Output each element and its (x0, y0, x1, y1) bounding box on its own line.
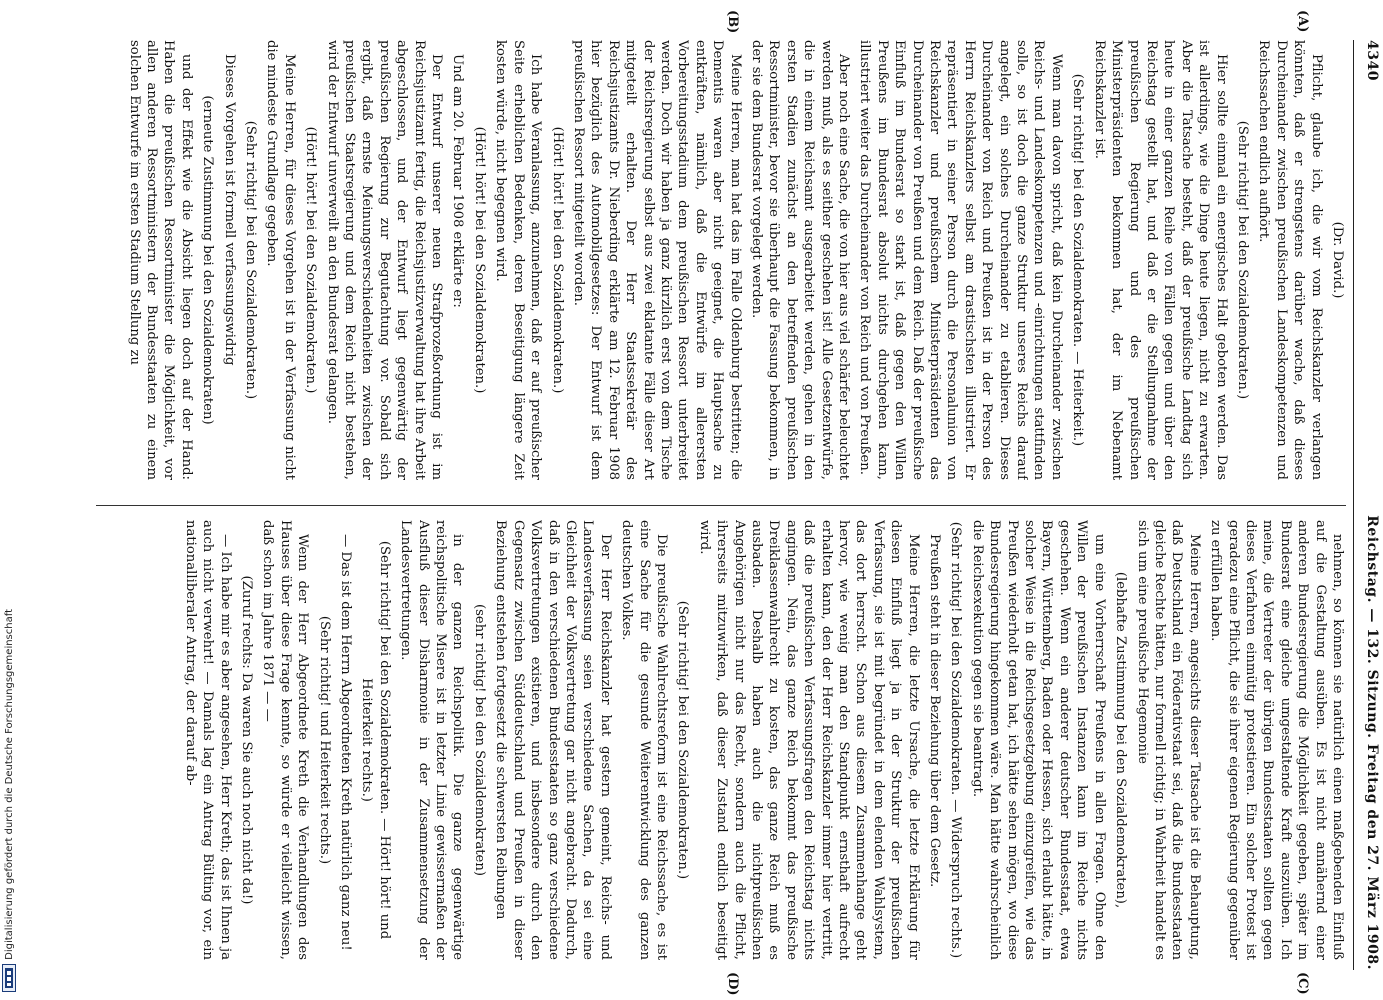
right_column-paragraph: (Sehr richtig! bei den Sozialdemokraten. — Hört! hört! und Heiterkeit rechts.) (359, 540, 392, 940)
right_column-paragraph: Meine Herren, angesichts dieser Tatsache ist die Behauptung, daß Deutschland ein Föderativstaat sei, daß die Bundesstaaten gleiche Rechte hätten, nur formell richtig; in Wahrheit handelt es sich um eine preußische Hegemonie (1134, 520, 1202, 960)
left_column-paragraph: Pflicht, glaube ich, die wir vom Reichskanzler verlangen könnten, daß er strengstens darüber wache, daß dieses Durcheinander zwischen preußischen Landeskompetenzen und Reichssachen endlich aufhört. (1256, 40, 1324, 480)
margin-mark-d: (D) (725, 972, 740, 996)
left_column-paragraph: (Sehr richtig! bei den Sozialdemokraten.) (243, 120, 259, 400)
margin-mark-c: (C) (1295, 972, 1310, 995)
right_column-paragraph: (Sehr richtig! und Heiterkeit rechts.) (316, 615, 332, 865)
footer-credit: Digitalisierung gefördert durch die Deutsche Forschungsgemeinschaft (4, 609, 15, 960)
header-title: Reichstag. — 132. Sitzung. Freitag den 27. März 1908. (1364, 515, 1380, 970)
right_column-paragraph: (Zuruf rechts: Da waren Sie auch noch nicht da!) (239, 575, 255, 905)
left_column-paragraph: (Dr. David.) (1330, 221, 1345, 299)
left_column-paragraph: Und am 20. Februar 1908 erklärte er: (450, 54, 466, 308)
margin-mark-a: (A) (1295, 10, 1310, 33)
margin-mark-b: (B) (725, 10, 740, 34)
right_column-paragraph: um eine Vorherrschaft Preußens in allen Fragen. Ohne den Willen der preußischen Instanzen kann im Reiche nichts geschehen. Wenn ein anderer deutscher Bundesstaat, etwa Bayern, Württemberg, Baden oder Hessen, sich erlaubt hätte, in solcher Weise in die Reichsgesetzgebung einzugreifen, wie das Preußen wiederholt getan hat, ich hätte sehen mögen, wo diese Bundesregierung hingekommen wäre. Man hätte wahrscheinlich die Reichsexekution gegen sie beantragt. (969, 520, 1107, 960)
right_column-paragraph: — Ich habe mir es aber angesehen, Herr Kreth; das ist Ihnen ja auch nicht verwehrt! — Damals lag ein Antrag Bülting vor, ein nationalliberaler Antrag, der darauf ab- (182, 520, 233, 960)
left_column-paragraph: (Sehr richtig! bei den Sozialdemokraten.) (1234, 120, 1250, 400)
left_column-paragraph: und der Effekt wie die Absicht liegen doch auf der Hand: Haben die preußischen Ressortminister die Möglichkeit, vor allen anderen Ressortministern der Bundesstaaten zu einem solchen Entwurfe im ersten Stadium Stellung zu (126, 40, 194, 480)
right_column-paragraph: (sehr richtig! bei den Sozialdemokraten) (471, 604, 487, 876)
page-number: 4340 (1364, 40, 1380, 81)
left_column-paragraph: Meine Herren, man hat das im Falle Oldenburg bestritten; die Dementis waren aber nicht geeignet, die Hauptsache zu entkräften, nämlich, daß die Entwürfe im allerersten Vorbereitungsstadium dem preußischen Ressort unterbreitet werden. Doch wir haben ja ganz kürzlich erst von dem Tische der Reichsregierung selbst aus zwei eklatante Fälle dieser Art mitgeteilt erhalten. Der Herr Staatssekretär des Reichsjustizamts Dr. Nieberding erklärte am 12. Februar 1908 hier bezüglich des Automobilgesetzes: Der Entwurf ist dem preußischen Ressort mitgeteilt worden. (570, 40, 743, 480)
left_column-paragraph: (erneute Zustimmung bei den Sozialdemokraten) (200, 95, 216, 425)
dfg-logo-icon (4, 966, 14, 990)
left_column-paragraph: Ich habe Veranlassung, anzunehmen, daß er auf preußischer Seite erheblichen Bedenken, deren Beseitigung längere Zeit kosten würde, nicht begegnen wird. (493, 40, 544, 480)
left_column-paragraph: Aber noch eine Sache, die von hier aus viel schärfer beleuchtet werden muß, als es seither geschehen ist! Alle Gesetzentwürfe, die in einem Reichsamt ausgearbeitet werden, gehen in den ersten Stadien zunächst an den betreffenden preußischen Ressortminister, bevor sie überhaupt die Fassung bekommen, in der sie dem Bundesrat vorgelegt werden. (749, 40, 852, 480)
left_column-paragraph: Wenn man davon spricht, daß kein Durcheinander zwischen Reichs- und Landeskompetenzen und -einrichtungen stattfinden solle, so ist doch die ganze Struktur unseres Reichs darauf angelegt, ein solches Durcheinander zu etablieren. Dieses Durcheinander von Reich und Preußen ist in der Person des Herrn Reichskanzlers selbst am drastischsten illustriert. Er repräsentiert in seiner Person durch die Personalunion von Reichskanzler und preußischem Ministerpräsidenten das Durcheinander von Preußen und dem Reich. Daß der preußische Einfluß im Bundesrat so stark ist, daß gegen den Willen Preußens im Bundesrat absolut nichts durchgehen kann, illustriert weiter das Durcheinander von Reich und von Preußen. (857, 40, 1064, 480)
right_column-paragraph: Meine Herren, die letzte Ursache, die letzte Erklärung für diesen Einfluß liegt ja in der Struktur der preußischen Verfassung, sie ist mit begründet in dem elenden Wahlsystem, das dort herrscht. Schon aus diesem Zusammenhange geht hervor, wie wenig man den Standpunkt ernsthaft aufrecht erhalten kann, den der Herr Reichskanzler immer hier vertritt, daß die preußischen Verfassungsfragen den Reichstag nichts angingen. Nein, das ganze Reich bekommt das preußische Dreiklassenwahlrecht zu kosten, das ganze Reich muß es ausbaden. Deshalb haben auch die nichtpreußischen Angehörigen nicht nur das Recht, sondern auch die Pflicht, ihrerseits mitzuwirken, daß dieser Zustand endlich beseitigt wird. (696, 520, 921, 960)
right_column-paragraph: (lebhafte Zustimmung bei den Sozialdemokraten), (1113, 571, 1129, 909)
right_column-paragraph: nehmen, so können sie natürlich einen maßgebenden Einfluß auf die Gestaltung ausüben. Es ist nicht annähernd einer anderen Bundesregierung die Möglichkeit gegeben, später im Bundesrat eine gleiche umgestaltende Kraft auszuüben. Ich meine, die Vertreter der übrigen Bundesstaaten sollten gegen dieses Verfahren einmütig protestieren. Ein solcher Protest ist geradezu eine Pflicht, die sie ihrer eigenen Regierung gegenüber zu erfüllen haben. (1208, 520, 1345, 960)
left_column-paragraph: Hier sollte einmal ein energisches Halt geboten werden. Das ist allerdings, wie die Dinge heute liegen, nicht zu erwarten. Aber die Tatsache besteht, daß der preußische Landtag sich heute in einer ganzen Reihe von Fällen gegen und über den Reichstag gestellt hat, und daß er die Stellungnahme der preußischen Regierung und des preußischen Ministerpräsidenten bekommen hat, der im Nebenamt Reichskanzler ist. (1091, 40, 1229, 480)
right_column-paragraph: (Sehr richtig! bei den Sozialdemokraten.) (675, 600, 691, 880)
right_column-paragraph: — Das ist dem Herrn Abgeordneten Kreth natürlich ganz neu! (338, 534, 354, 951)
right_column-paragraph: (Sehr richtig! bei den Sozialdemokraten. — Widerspruch rechts.) (948, 521, 964, 959)
page-header (1350, 40, 1380, 970)
column-divider (96, 505, 1346, 506)
left_column-paragraph: (Hört! hört! bei den Sozialdemokraten.) (549, 126, 565, 394)
left_column-paragraph: (Sehr richtig! bei den Sozialdemokraten. — Heiterkeit.) (1070, 73, 1086, 447)
right_column-paragraph: Der Herr Reichskanzler hat gestern gemeint, Reichs- und Landesverfassung seien verschiedene Sachen, da sei eine Gleichheit der Volksvertretung gar nicht angebracht. Dadurch, daß in den verschiedenen Bundesstaaten so ganz verschiedene Volksvertretungen existieren, und insbesondere durch den Gegensatz zwischen Süddeutschland und Preußen in dieser Beziehung entstehen fortgesetzt die schwersten Reibungen (493, 520, 613, 960)
right-column (96, 520, 1346, 960)
left_column-paragraph: Dieses Vorgehen ist formell verfassungswidrig (221, 54, 237, 366)
left_column-paragraph: Meine Herren, für dieses Vorgehen ist in der Verfassung nicht die mindeste Grundlage gegeben. (264, 40, 297, 480)
left-column (96, 40, 1346, 480)
footer-credit-strip (0, 0, 16, 996)
left_column-paragraph: (Hört! hört! bei den Sozialdemokraten.) (471, 126, 487, 394)
right_column-paragraph: in der ganzen Reichspolitik. Die ganze gegenwärtige reichspolitische Misere ist in letzter Linie gewissermaßen der Ausfluß dieser Disharmonie in der Zusammensetzung der Landesvertretungen. (398, 520, 466, 960)
header-rule (1353, 40, 1354, 970)
right_column-paragraph: Wenn der Herr Abgeordnete Kreth die Verhandlungen des Hauses über diese Frage kennte, so würde er vielleicht wissen, daß schon im Jahre 1871 — — (260, 520, 311, 960)
right_column-paragraph: Preußen steht in dieser Beziehung über dem Gesetz. (927, 534, 943, 888)
right_column-paragraph: Die preußische Wahlrechtsreform ist eine Reichssache, es ist eine Sache für die gesunde Weiterentwicklung des ganzen deutschen Volkes. (619, 520, 669, 960)
rotated-print-area (90, 10, 1380, 996)
dfg-logo (2, 964, 16, 992)
left_column-paragraph: (Hört! hört! bei den Sozialdemokraten.) (303, 126, 319, 394)
left_column-paragraph: Der Entwurf unserer neuen Strafprozeßordnung ist im Reichsjustizamt fertig, die Reichsjustizverwaltung hat ihre Arbeit abgeschlossen, und der Entwurf liegt gegenwärtig der preußischen Regierung zur Begutachtung vor. Sobald sich ergibt, daß ernste Meinungsverschiedenheiten zwischen der preußischen Staatsregierung und dem Reich nicht bestehen, wird der Entwurf unverweilt an den Bundesrat gelangen. (324, 40, 445, 480)
